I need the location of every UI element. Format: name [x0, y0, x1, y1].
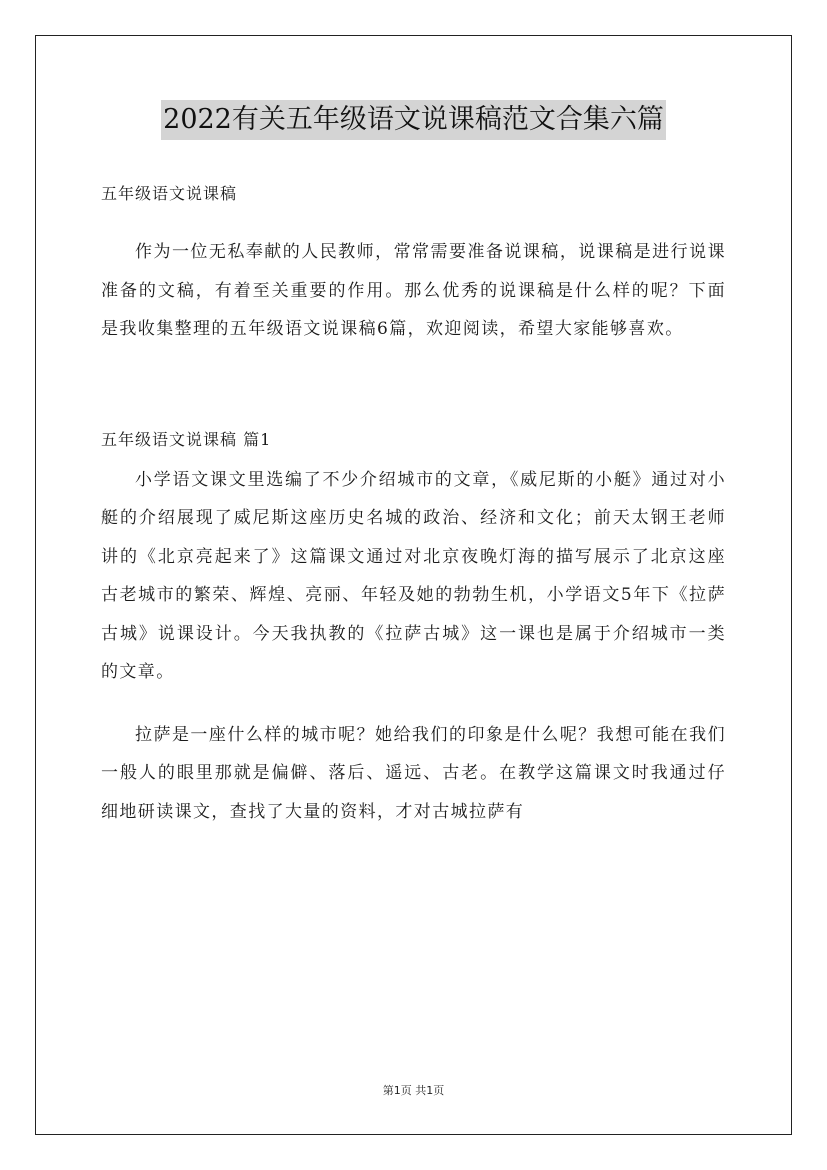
- intro-heading: 五年级语文说课稿: [101, 184, 238, 203]
- page-footer: 第1页 共1页: [382, 1084, 445, 1097]
- body-paragraph: 拉萨是一座什么样的城市呢？她给我们的印象是什么呢？我想可能在我们一般人的眼里那就是偏僻、落后、遥远、古老。在教学这篇课文时我通过仔细地研读课文，查找了大量的资料，才对古城拉萨有: [101, 724, 726, 822]
- title-wrap: [0, 100, 827, 140]
- section-heading: 五年级语文说课稿 篇1: [101, 429, 272, 449]
- document-title: 2022有关五年级语文说课稿范文合集六篇: [161, 100, 666, 140]
- body-paragraph: 小学语文课文里选编了不少介绍城市的文章，《威尼斯的小艇》通过对小艇的介绍展现了威尼斯这座历史名城的政治、经济和文化；前天太钢王老师讲的《北京亮起来了》这篇课文通过对北京夜晚灯海的描写展示了北京这座古老城市的繁荣、辉煌、亮丽、年轻及她的勃勃生机，小学语文5年下《拉萨古城》说课设计。今天我执教的《拉萨古城》这一课也是属于介绍城市一类的文章。: [101, 469, 726, 682]
- intro-paragraph: 作为一位无私奉献的人民教师，常常需要准备说课稿，说课稿是进行说课准备的文稿，有着至关重要的作用。那么优秀的说课稿是什么样的呢？下面是我收集整理的五年级语文说课稿6篇，欢迎阅读，希望大家能够喜欢。: [101, 242, 726, 339]
- document-body: [101, 175, 726, 831]
